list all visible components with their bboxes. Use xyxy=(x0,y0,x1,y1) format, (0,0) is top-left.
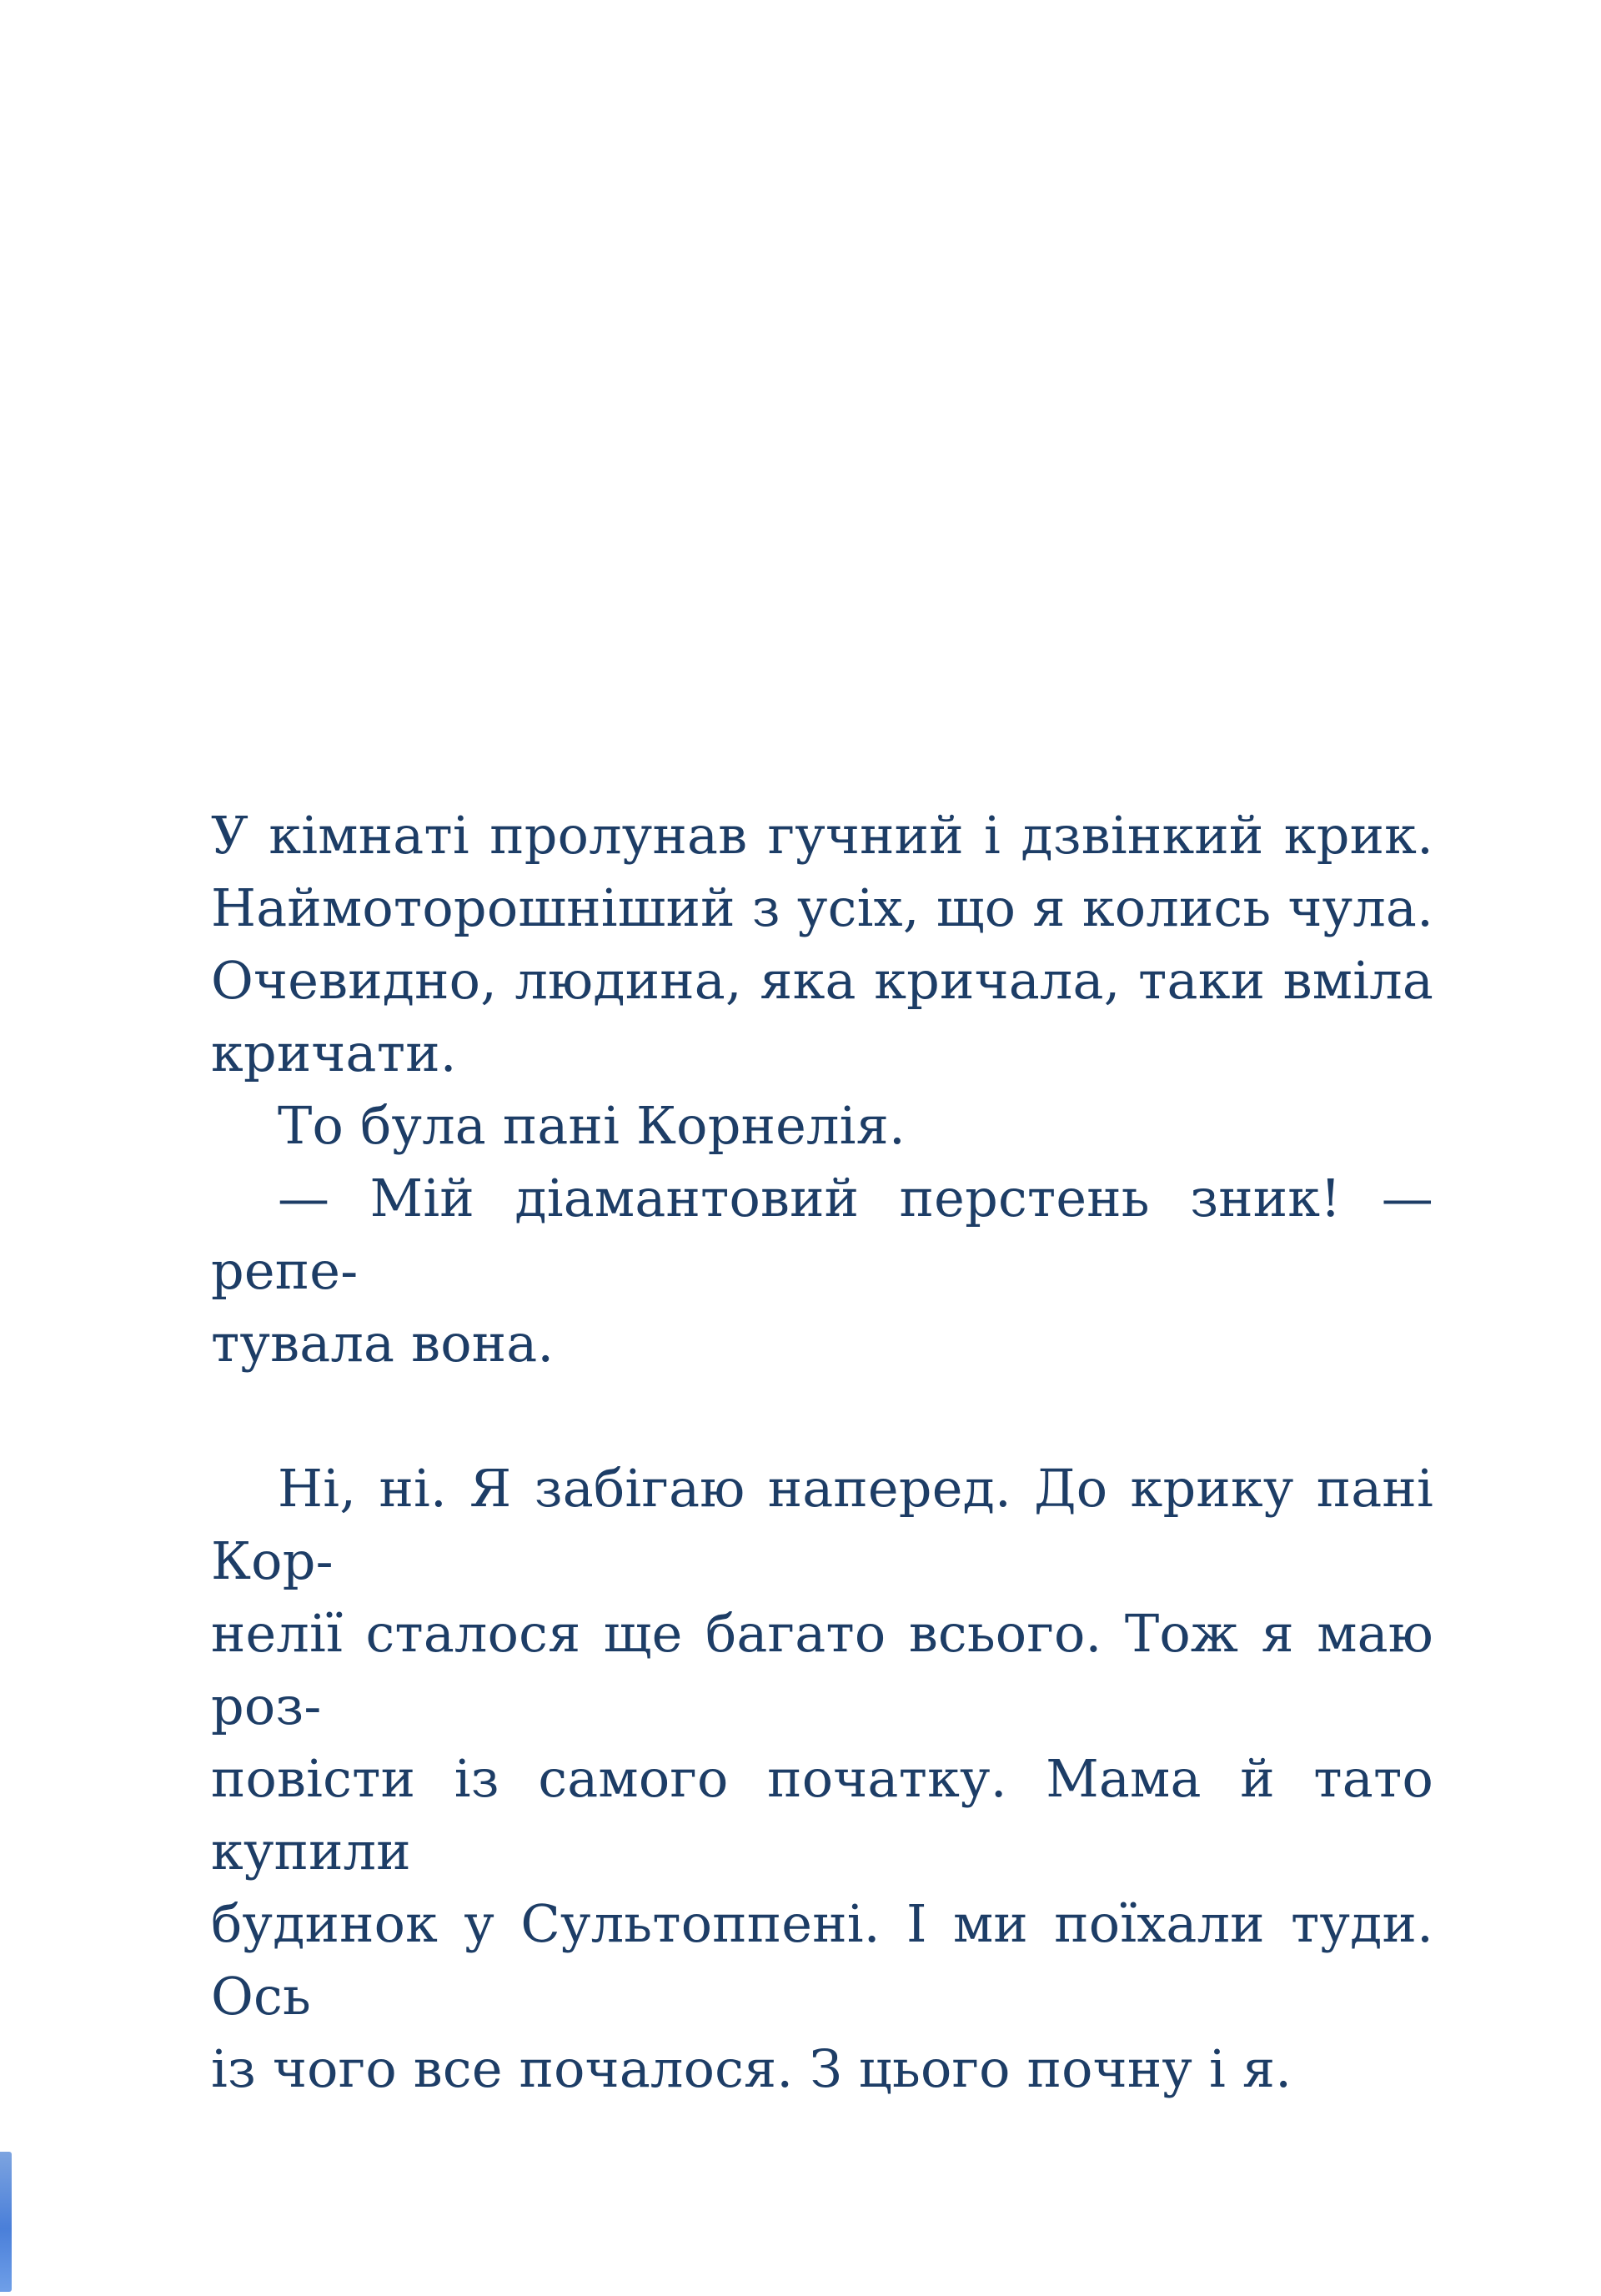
text-line: То була пані Корнелія. xyxy=(278,1095,906,1156)
paragraph xyxy=(211,1089,1433,1162)
text-line: кричати. xyxy=(211,1022,457,1083)
paragraph xyxy=(211,1162,1433,1379)
text-line: У кімнаті пролунав гучний і дзвінкий крик. xyxy=(211,805,1433,866)
text-line: Очевидно, людина, яка кричала, таки вміла xyxy=(211,950,1433,1011)
text-line: тувала вона. xyxy=(211,1313,555,1374)
text-line: Наймоторошніший з усіх, що я колись чула. xyxy=(211,877,1433,938)
text-line: повісти із самого початку. Мама й тато купили xyxy=(211,1748,1433,1882)
text-line: нелії сталося ще багато всього. Тож я маю роз- xyxy=(211,1603,1433,1736)
text-line: будинок у Сультоппені. І ми поїхали туди. Ось xyxy=(211,1893,1433,2027)
text-line: із чого все почалося. З цього почну і я. xyxy=(211,2038,1292,2099)
text-line: Ні, ні. Я забігаю наперед. До крику пані Кор- xyxy=(211,1458,1433,1591)
text-line: — Мій діамантовий перстень зник! — репе- xyxy=(211,1168,1433,1301)
paragraph xyxy=(211,1452,1433,2105)
scroll-edge-indicator xyxy=(0,2152,12,2292)
page-text xyxy=(211,799,1433,2105)
paragraph xyxy=(211,799,1433,1089)
